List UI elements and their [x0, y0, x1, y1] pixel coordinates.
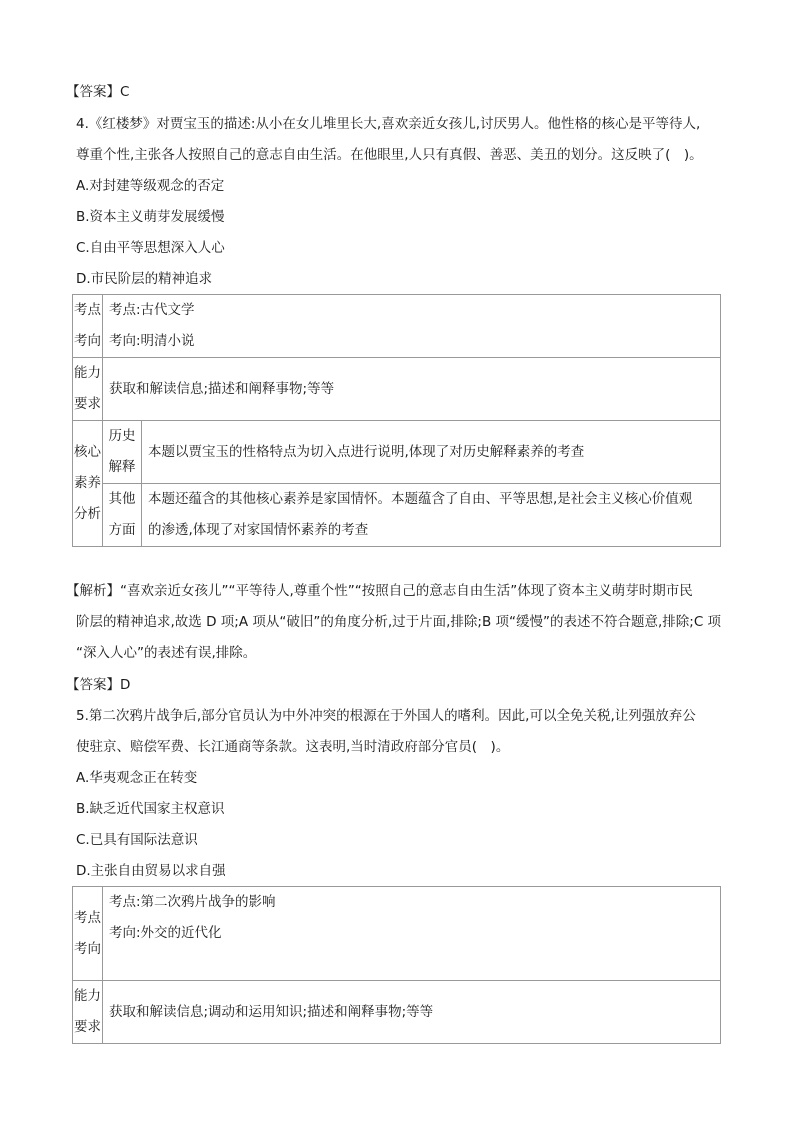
- q4-answer: 【答案】D: [66, 677, 131, 693]
- core-label-1: 核心: [74, 444, 101, 460]
- other-label-2: 方面: [108, 522, 136, 538]
- kd-label: [73, 295, 103, 358]
- q4-option-d: D.市民阶层的精神追求: [76, 271, 213, 287]
- q5-kd-row: [73, 887, 721, 981]
- q5-ability-row: [73, 981, 721, 1044]
- q5-kd-point: 考点:第二次鸦片战争的影响: [109, 894, 276, 910]
- q5-option-b: B.缺乏近代国家主权意识: [76, 801, 225, 817]
- q4-analysis-line-1: 【解析】“喜欢亲近女孩儿”“平等待人,尊重个性”“按照自己的意志自由生活”体现了资本主义萌芽时期市民: [66, 583, 693, 599]
- q5-ability-label-2: 要求: [74, 1019, 101, 1035]
- other-label: [103, 484, 142, 547]
- other-label-1: 其他: [108, 491, 136, 507]
- kd-content: [103, 295, 721, 358]
- q4-analysis-line-3: “深入人心”的表述有误,排除。: [76, 645, 257, 661]
- q4-analysis-table: [72, 294, 721, 547]
- q4-stem-line-1: 4.《红楼梦》对贾宝玉的描述:从小在女儿堆里长大,喜欢亲近女孩儿,讨厌男人。他性格的核心是平等待人,: [76, 116, 701, 132]
- q5-option-a: A.华夷观念正在转变: [76, 770, 198, 786]
- q5-analysis-table: [72, 886, 721, 1044]
- other-text: [142, 484, 721, 547]
- ability-row: [73, 358, 721, 421]
- other-row: [73, 484, 721, 547]
- q5-kd-label-2: 考向: [74, 940, 101, 957]
- q5-kd-direction: 考向:外交的近代化: [109, 925, 222, 941]
- history-label-2: 解释: [108, 459, 136, 475]
- core-label: [73, 421, 103, 547]
- history-label: [103, 421, 142, 484]
- ability-label-2: 要求: [74, 396, 101, 412]
- history-label-1: 历史: [108, 428, 136, 444]
- history-text: 本题以贾宝玉的性格特点为切入点进行说明,体现了对历史解释素养的考查: [142, 421, 721, 484]
- q4-analysis-line-2: 阶层的精神追求,故选 D 项;A 项从“破旧”的角度分析,过于片面,排除;B 项“缓慢”的表述不符合题意,排除;C 项: [76, 614, 722, 630]
- kd-label-2: 考向: [74, 333, 101, 349]
- q5-kd-label: [73, 887, 103, 981]
- kd-label-1: 考点: [74, 302, 101, 318]
- q5-option-c: C.已具有国际法意识: [76, 832, 198, 848]
- q4-option-b: B.资本主义萌芽发展缓慢: [76, 209, 225, 225]
- q5-kd-content: [103, 887, 721, 981]
- ability-label-1: 能力: [74, 365, 101, 381]
- q4-option-c: C.自由平等思想深入人心: [76, 240, 225, 256]
- kd-row: [73, 295, 721, 358]
- q5-stem-line-2: 使驻京、赔偿军费、长江通商等条款。这表明,当时清政府部分官员( )。: [76, 739, 510, 755]
- q4-option-a: A.对封建等级观念的否定: [76, 178, 225, 194]
- ability-text: 获取和解读信息;描述和阐释事物;等等: [103, 358, 721, 421]
- ability-label: [73, 358, 103, 421]
- kd-point: 考点:古代文学: [109, 302, 195, 318]
- q5-ability-label: [73, 981, 103, 1044]
- history-row: [73, 421, 721, 484]
- kd-direction: 考向:明清小说: [109, 333, 195, 349]
- q5-ability-text: 获取和解读信息;调动和运用知识;描述和阐释事物;等等: [103, 981, 721, 1044]
- q5-kd-label-1: 考点: [74, 909, 101, 926]
- q4-stem-line-2: 尊重个性,主张各人按照自己的意志自由生活。在他眼里,人只有真假、善恶、美丑的划分。这反映了( )。: [76, 147, 703, 163]
- core-label-2: 素养: [74, 475, 101, 491]
- q5-option-d: D.主张自由贸易以求自强: [76, 863, 226, 879]
- other-text-2: 的渗透,体现了对家国情怀素养的考查: [148, 522, 369, 538]
- prev-answer: 【答案】C: [66, 84, 130, 100]
- other-text-1: 本题还蕴含的其他核心素养是家国情怀。本题蕴含了自由、平等思想,是社会主义核心价值观: [148, 491, 693, 507]
- core-label-3: 分析: [74, 506, 101, 522]
- q5-stem-line-1: 5.第二次鸦片战争后,部分官员认为中外冲突的根源在于外国人的嗜利。因此,可以全免关税,让列强放弃公: [76, 708, 696, 724]
- q5-ability-label-1: 能力: [74, 988, 101, 1004]
